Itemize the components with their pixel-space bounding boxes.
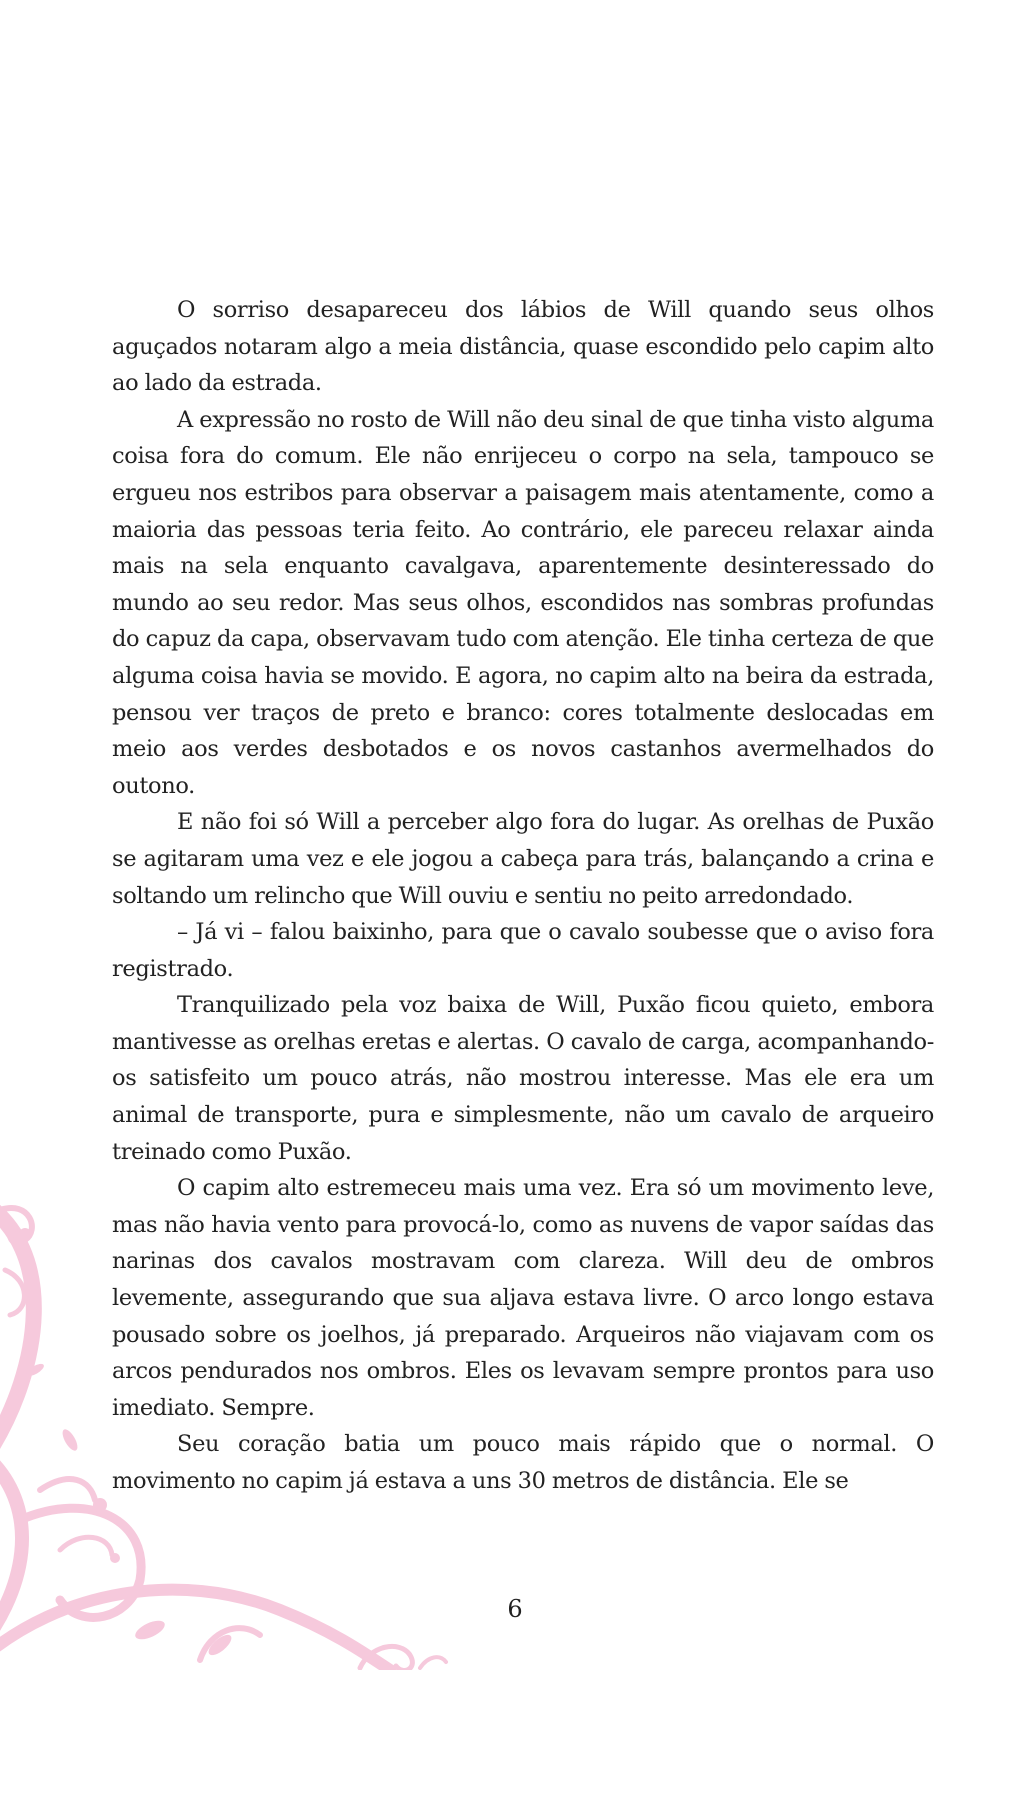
paragraph: Tranquilizado pela voz baixa de Will, Puxão ficou quieto, embora mantivesse as orelhas eretas e alertas. O cavalo de carga, acompanhando-os satisfeito um pouco atrás, não mostrou interesse. Mas ele era um animal de transporte, pura e simplesmente, não um cavalo de arqueiro treinado como Puxão.: [112, 992, 934, 1165]
page-number: 6: [507, 1595, 523, 1623]
paragraph: O sorriso desapareceu dos lábios de Will quando seus olhos aguçados notaram algo a meia distância, quase escondido pelo capim alto ao lado da estrada.: [112, 297, 934, 397]
paragraph: A expressão no rosto de Will não deu sinal de que tinha visto alguma coisa fora do comum. Ele não enrijeceu o corpo na sela, tampouco se ergueu nos estribos para observar a paisagem mais atentamente, como a maioria das pessoas teria feito. Ao contrário, ele pareceu relaxar ainda mais na sela enquanto cavalgava, aparentemente desinteressado do mundo ao seu redor. Mas seus olhos, escondidos nas sombras profundas do capuz da capa, observavam tudo com atenção. Ele tinha certeza de que alguma coisa havia se movido. E agora, no capim alto na beira da estrada, pensou ver traços de preto e branco: cores totalmente deslocadas em meio aos verdes desbotados e os novos castanhos avermelhados do outono.: [112, 406, 934, 799]
body-text: [112, 292, 934, 1500]
paragraph: O capim alto estremeceu mais uma vez. Era só um movimento leve, mas não havia vento para provocá-lo, como as nuvens de vapor saídas das narinas dos cavalos mostravam com clareza. Will deu de ombros levemente, assegurando que sua aljava estava livre. O arco longo estava pousado sobre os joelhos, já preparado. Arqueiros não viajavam com os arcos pendurados nos ombros. Eles os levavam sempre prontos para uso imediato. Sempre.: [112, 1175, 934, 1421]
paragraph: Seu coração batia um pouco mais rápido que o normal. O movimento no capim já estava a uns 30 metros de distância. Ele se: [112, 1431, 934, 1494]
paragraph: E não foi só Will a perceber algo fora do lugar. As orelhas de Puxão se agitaram uma vez e ele jogou a cabeça para trás, balançando a crina e soltando um relincho que Will ouviu e sentiu no peito arredondado.: [112, 809, 934, 909]
paragraph: – Já vi – falou baixinho, para que o cavalo soubesse que o aviso fora registrado.: [112, 919, 934, 982]
